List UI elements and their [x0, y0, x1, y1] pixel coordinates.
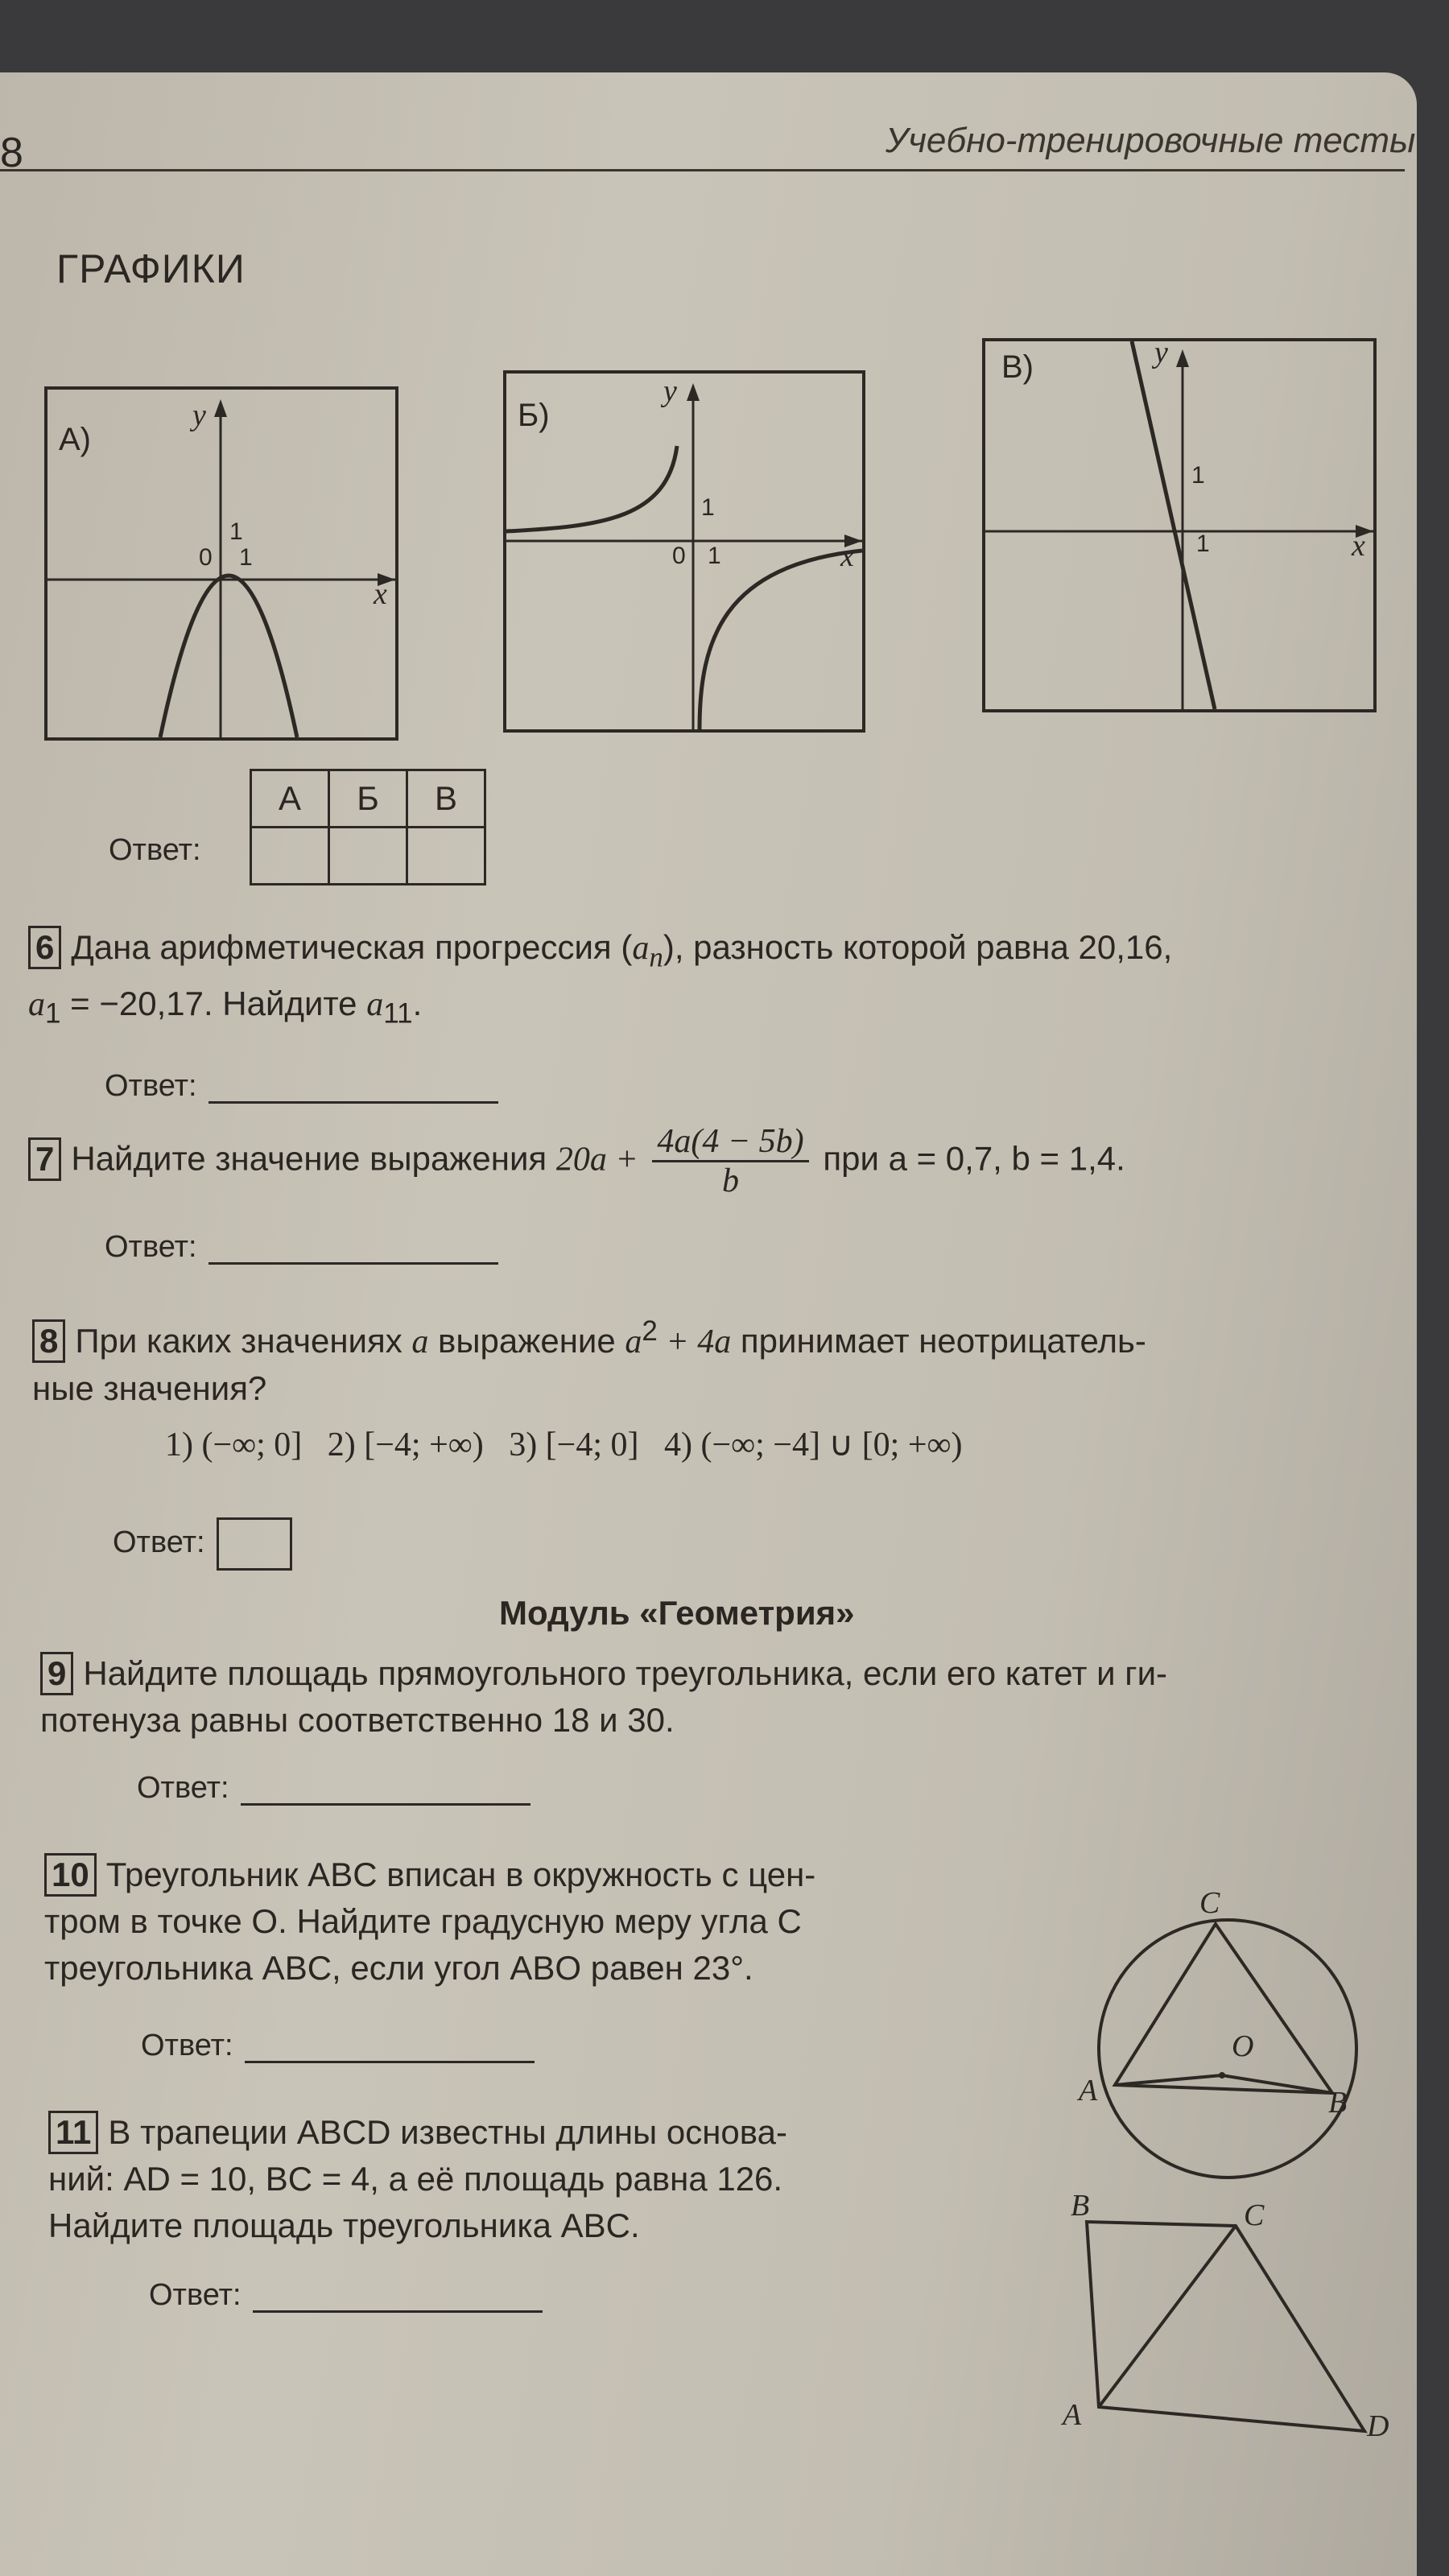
task-8-text-1: При каких значениях	[75, 1322, 412, 1360]
graph-a-y-label: y	[192, 398, 206, 432]
task-7-text-1: Найдите значение выражения	[71, 1139, 556, 1178]
task-6-seq: a	[632, 930, 650, 967]
task-7-answer	[105, 1230, 498, 1265]
task-8-text-3: принимает неотрицатель-	[731, 1322, 1146, 1360]
task-9-answer-label: Ответ:	[137, 1771, 229, 1805]
task-10	[44, 1852, 986, 1992]
graph-a-x-label: x	[374, 577, 387, 611]
task-6-answer-line[interactable]	[208, 1072, 498, 1104]
graph-a	[44, 386, 398, 741]
graph-a-origin: 0	[199, 544, 213, 571]
task-11-answer-line[interactable]	[253, 2281, 543, 2313]
task-10-text-2: тром в точке O. Найдите градусную меру угла C	[44, 1902, 802, 1940]
graph-c-tick-y: 1	[1191, 462, 1205, 489]
task-10-number: 10	[44, 1853, 97, 1897]
task-6-text-1: Дана арифметическая прогрессия (	[71, 928, 633, 966]
fig10-label-a: A	[1079, 2074, 1098, 2107]
task-6-answer	[105, 1069, 498, 1104]
task-6-text-2: ), разность которой равна 20,16,	[663, 928, 1173, 966]
answer-table-header-b: Б	[329, 770, 407, 828]
task-7-number: 7	[28, 1137, 61, 1181]
graph-b-tick-x: 1	[708, 543, 721, 569]
task-11	[48, 2109, 998, 2249]
task-8-expr: a	[625, 1323, 642, 1360]
graph-c-tick-x: 1	[1196, 530, 1210, 557]
task-6-text-3: = −20,17. Найдите	[60, 985, 367, 1023]
task-7-answer-label: Ответ:	[105, 1230, 197, 1264]
answer-label-graphs: Ответ:	[109, 833, 201, 867]
task-8-answer	[113, 1517, 292, 1571]
graph-c-label: В)	[1001, 349, 1034, 385]
header-rule	[0, 169, 1405, 171]
task-6-number: 6	[28, 926, 61, 969]
task-6-a1-sub: 1	[45, 997, 61, 1030]
graph-c	[982, 338, 1377, 712]
task-10-figure	[1079, 1886, 1368, 2182]
task-9-answer	[137, 1771, 530, 1806]
fig10-label-b: B	[1328, 2086, 1348, 2120]
task-6-a11: a	[366, 986, 384, 1024]
task-8-var: a	[411, 1323, 429, 1360]
graph-b-tick-y: 1	[701, 494, 715, 521]
task-11-text-1: В трапеции ABCD известны длины основа-	[108, 2113, 787, 2151]
task-9-number: 9	[40, 1652, 73, 1695]
task-10-text-1: Треугольник ABC вписан в окружность с цен-	[105, 1856, 816, 1893]
task-8-expr-rest: + 4a	[657, 1323, 732, 1360]
task-8-answer-label: Ответ:	[113, 1525, 205, 1560]
task-8-answer-box[interactable]	[217, 1517, 292, 1571]
running-header: Учебно-тренировочные тесты	[886, 121, 1416, 160]
task-9-text-2: потенуза равны соответственно 18 и 30.	[40, 1701, 675, 1739]
graph-b-x-label: x	[840, 539, 854, 573]
task-10-answer-label: Ответ:	[141, 2029, 233, 2062]
graph-c-plot	[985, 341, 1373, 709]
graph-b-label: Б)	[518, 398, 550, 433]
trapezoid-diagram	[1038, 2198, 1417, 2439]
fig11-label-d: D	[1367, 2409, 1389, 2443]
task-8	[32, 1308, 1401, 1468]
task-10-answer-line[interactable]	[245, 2032, 535, 2063]
graph-c-x-label: x	[1352, 529, 1365, 563]
fig11-label-c: C	[1244, 2198, 1265, 2232]
task-9	[40, 1650, 1401, 1744]
graph-b	[503, 370, 865, 733]
task-8-text-2: выражение	[428, 1322, 625, 1360]
task-11-figure	[1038, 2189, 1417, 2443]
task-6-a11-sub: 11	[383, 997, 413, 1030]
answer-cell-a[interactable]	[251, 828, 329, 885]
graph-b-origin: 0	[672, 543, 686, 569]
answer-cell-b[interactable]	[329, 828, 407, 885]
graph-a-tick-x: 1	[239, 544, 253, 571]
task-7-fraction	[652, 1123, 808, 1199]
graph-c-y-label: y	[1154, 336, 1168, 369]
task-11-answer-label: Ответ:	[149, 2278, 242, 2312]
task-7-text-2: при a = 0,7, b = 1,4.	[823, 1139, 1125, 1178]
task-7-frac-bot: b	[722, 1162, 739, 1199]
task-9-answer-line[interactable]	[241, 1774, 530, 1806]
task-11-text-2: ний: AD = 10, BC = 4, а её площадь равна 126.	[48, 2160, 783, 2198]
fig10-label-o: O	[1232, 2029, 1254, 2063]
answer-table-header-c: В	[407, 770, 485, 828]
task-7-expr-lead: 20a +	[555, 1141, 638, 1179]
task-8-expr-sup: 2	[642, 1315, 658, 1347]
page-number: 8	[0, 130, 23, 176]
graph-b-y-label: y	[663, 374, 677, 408]
task-11-answer	[149, 2278, 543, 2313]
fig11-label-a: A	[1063, 2398, 1082, 2432]
task-8-number: 8	[32, 1319, 65, 1363]
answer-table-header-a: А	[251, 770, 329, 828]
task-6	[28, 924, 1397, 1038]
task-7-answer-line[interactable]	[208, 1233, 498, 1265]
module-title: Модуль «Геометрия»	[499, 1594, 855, 1632]
task-7-frac-top: 4a(4 − 5b)	[652, 1123, 808, 1162]
answer-cell-c[interactable]	[407, 828, 485, 885]
task-8-text-4: ные значения?	[32, 1369, 267, 1407]
answer-table	[250, 769, 486, 886]
task-9-text-1: Найдите площадь прямоугольного треугольника, если его катет и ги-	[83, 1654, 1168, 1692]
section-title: ГРАФИКИ	[56, 246, 246, 291]
task-7	[28, 1123, 1397, 1199]
graph-a-plot	[47, 390, 395, 737]
task-11-number: 11	[48, 2111, 98, 2154]
task-6-text-4: .	[412, 985, 423, 1023]
graph-a-label: А)	[59, 422, 91, 457]
graph-a-tick-y: 1	[229, 518, 243, 545]
task-10-text-3: треугольника ABC, если угол ABO равен 23°.	[44, 1949, 753, 1987]
fig10-label-c: C	[1199, 1886, 1220, 1920]
task-6-a1: a	[28, 986, 45, 1024]
task-6-seq-sub: n	[649, 941, 663, 973]
fig11-label-b: B	[1071, 2189, 1090, 2223]
task-10-answer	[141, 2029, 535, 2063]
task-11-text-3: Найдите площадь треугольника ABC.	[48, 2207, 640, 2244]
circle-triangle-diagram	[1079, 1892, 1368, 2182]
task-8-options: 1) (−∞; 0] 2) [−4; +∞) 3) [−4; 0] 4) (−∞; −4] ∪ [0; +∞)	[165, 1426, 963, 1463]
task-6-answer-label: Ответ:	[105, 1069, 197, 1103]
